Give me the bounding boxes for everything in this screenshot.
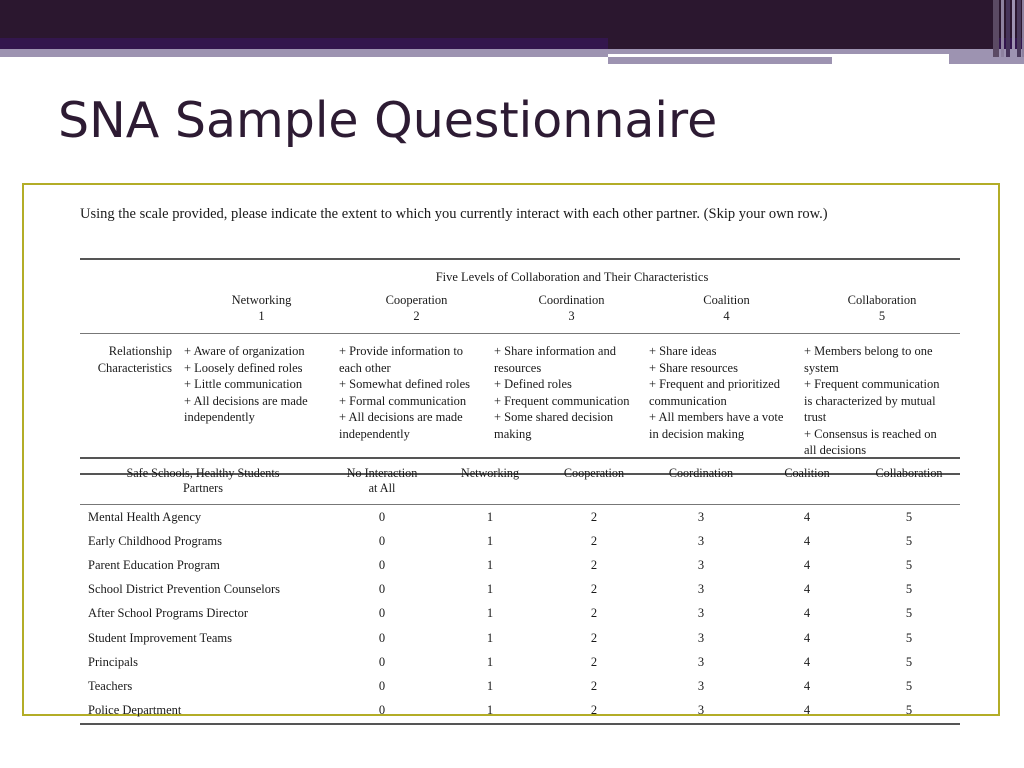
rating-option-0[interactable]: 0 bbox=[326, 505, 438, 530]
header-accent-bar-grey-3 bbox=[949, 57, 1024, 64]
rating-option-2[interactable]: 2 bbox=[542, 505, 646, 530]
rating-option-5[interactable]: 5 bbox=[905, 557, 913, 572]
rating-option-4[interactable]: 4 bbox=[803, 533, 811, 548]
partners-header-line-2: Partners bbox=[183, 481, 223, 495]
partner-name: Mental Health Agency bbox=[80, 505, 326, 530]
no-interaction-line-2: at All bbox=[368, 481, 396, 495]
rating-option-0[interactable]: 0 bbox=[378, 630, 386, 645]
content-frame bbox=[22, 183, 1000, 716]
rating-option-5[interactable]: 5 bbox=[905, 678, 913, 693]
rating-option-1[interactable]: 1 bbox=[486, 678, 494, 693]
characteristic-item: + Members belong to one system bbox=[804, 344, 933, 375]
rating-option-5[interactable]: 5 bbox=[905, 606, 913, 621]
partners-header-networking: Networking bbox=[438, 458, 542, 505]
partner-name: Principals bbox=[88, 654, 138, 669]
rating-option-0[interactable]: 0 bbox=[378, 703, 386, 718]
characteristic-item: + Share information and resources bbox=[494, 344, 616, 375]
rating-option-2[interactable]: 2 bbox=[590, 582, 598, 597]
table-row bbox=[80, 578, 960, 602]
characteristic-item: + Defined roles bbox=[494, 377, 572, 391]
characteristics-networking bbox=[184, 334, 339, 474]
levels-of-collaboration-table bbox=[80, 258, 960, 475]
characteristic-item: + Loosely defined roles bbox=[184, 360, 303, 375]
page-title: SNA Sample Questionnaire bbox=[58, 92, 718, 149]
partners-header-coalition: Coalition bbox=[756, 458, 858, 505]
rc-label-line-1: Relationship bbox=[108, 344, 172, 358]
rating-option-2[interactable]: 2 bbox=[590, 678, 598, 693]
slide-header-decoration bbox=[0, 0, 1024, 70]
instruction-text: Using the scale provided, please indicate the extent to which you currently interact with each other partner. (Skip your own row.) bbox=[80, 206, 828, 222]
rating-option-1[interactable]: 1 bbox=[486, 630, 494, 645]
partners-header-line-1: Safe Schools, Healthy Students bbox=[126, 466, 280, 480]
rating-option-4[interactable]: 4 bbox=[803, 703, 811, 718]
rating-option-4[interactable]: 4 bbox=[803, 606, 811, 621]
partner-name: After School Programs Director bbox=[88, 606, 249, 621]
rating-option-3[interactable]: 3 bbox=[697, 606, 705, 621]
table-row bbox=[80, 699, 960, 724]
partner-name: Early Childhood Programs bbox=[88, 533, 223, 548]
level-number-4: 4 bbox=[723, 309, 730, 323]
characteristic-item: + Aware of organization bbox=[184, 344, 305, 358]
partner-name: Police Department bbox=[88, 703, 182, 718]
rating-option-5[interactable]: 5 bbox=[858, 505, 960, 530]
table-row bbox=[80, 650, 960, 674]
relationship-characteristics-row bbox=[80, 334, 960, 474]
header-accent-bar-dark bbox=[608, 38, 994, 49]
table-row bbox=[80, 674, 960, 698]
levels-name-spacer bbox=[80, 293, 184, 309]
partner-name: Student Improvement Teams bbox=[88, 630, 233, 645]
rating-option-5[interactable]: 5 bbox=[905, 654, 913, 669]
rating-option-1[interactable]: 1 bbox=[486, 533, 494, 548]
characteristic-item: + Formal communication bbox=[339, 393, 467, 408]
rating-option-0[interactable]: 0 bbox=[378, 533, 386, 548]
levels-number-spacer bbox=[80, 309, 184, 334]
rating-option-3[interactable]: 3 bbox=[697, 630, 705, 645]
rating-option-3[interactable]: 3 bbox=[646, 505, 756, 530]
rating-option-2[interactable]: 2 bbox=[590, 606, 598, 621]
characteristics-cooperation bbox=[339, 334, 494, 474]
rating-option-0[interactable]: 0 bbox=[378, 582, 386, 597]
characteristics-coordination bbox=[494, 334, 649, 474]
relationship-characteristics-label bbox=[80, 334, 184, 474]
characteristic-item: + Frequent and prioritized communication bbox=[649, 377, 780, 408]
rating-option-0[interactable]: 0 bbox=[378, 557, 386, 572]
partners-header-no-interaction bbox=[326, 458, 438, 505]
level-number-3: 3 bbox=[568, 309, 575, 323]
header-accent-bar-grey-2 bbox=[608, 57, 832, 64]
characteristic-item: + Frequent communication is characterized by mutual trust bbox=[804, 377, 940, 424]
characteristic-item: + All decisions are made independently bbox=[339, 410, 463, 441]
characteristic-item: + All members have a vote in decision making bbox=[649, 410, 784, 441]
rating-option-3[interactable]: 3 bbox=[697, 654, 705, 669]
rating-option-3[interactable]: 3 bbox=[697, 557, 705, 572]
rating-option-3[interactable]: 3 bbox=[697, 678, 705, 693]
levels-number-row bbox=[80, 309, 960, 334]
partner-name: School District Prevention Counselors bbox=[88, 582, 280, 597]
partners-bottom-rule-row bbox=[80, 724, 960, 725]
rating-option-4[interactable]: 4 bbox=[803, 557, 811, 572]
characteristic-item: + Provide information to each other bbox=[339, 344, 464, 375]
level-name-coordination: Coordination bbox=[538, 293, 605, 307]
levels-spacer-cell bbox=[80, 259, 184, 293]
rating-option-1[interactable]: 1 bbox=[486, 654, 494, 669]
table-row bbox=[80, 553, 960, 577]
rating-option-4[interactable]: 4 bbox=[803, 654, 811, 669]
levels-span-title: Five Levels of Collaboration and Their Characteristics bbox=[184, 259, 960, 293]
characteristic-item: + Somewhat defined roles bbox=[339, 377, 470, 391]
header-stripe-1 bbox=[993, 0, 999, 57]
level-number-1: 1 bbox=[258, 309, 265, 323]
partners-header-cooperation: Cooperation bbox=[542, 458, 646, 505]
rating-option-2[interactable]: 2 bbox=[590, 630, 598, 645]
table-row bbox=[80, 626, 960, 650]
characteristic-item: + Consensus is reached on all decisions bbox=[804, 426, 937, 457]
rating-option-5[interactable]: 5 bbox=[905, 533, 913, 548]
rating-option-3[interactable]: 3 bbox=[697, 533, 705, 548]
levels-span-title-row bbox=[80, 259, 960, 293]
partners-header-collaboration: Collaboration bbox=[858, 458, 960, 505]
characteristic-item: + Frequent communication bbox=[494, 393, 630, 408]
characteristic-item: + Some shared decision making bbox=[494, 410, 614, 441]
partner-name: Parent Education Program bbox=[88, 557, 220, 572]
header-stripe-4 bbox=[1012, 0, 1015, 57]
characteristic-item: + Little communication bbox=[184, 377, 303, 391]
partners-header-coordination: Coordination bbox=[646, 458, 756, 505]
table-row bbox=[80, 529, 960, 553]
rating-option-4[interactable]: 4 bbox=[803, 678, 811, 693]
header-stripe-5 bbox=[1017, 0, 1021, 57]
characteristics-coalition bbox=[649, 334, 804, 474]
rating-option-1[interactable]: 1 bbox=[486, 557, 494, 572]
level-number-5: 5 bbox=[878, 309, 886, 323]
levels-name-row bbox=[80, 293, 960, 309]
characteristic-item: + Share resources bbox=[649, 360, 738, 375]
partners-bottom-rule bbox=[80, 724, 960, 725]
rating-option-0[interactable]: 0 bbox=[378, 606, 386, 621]
header-stripe-3 bbox=[1006, 0, 1010, 57]
level-name-networking: Networking bbox=[231, 293, 292, 307]
rating-option-2[interactable]: 2 bbox=[590, 703, 598, 718]
rating-option-5[interactable]: 5 bbox=[905, 630, 913, 645]
characteristic-item: + All decisions are made independently bbox=[184, 393, 308, 424]
table-row bbox=[80, 505, 960, 530]
level-number-2: 2 bbox=[413, 309, 420, 323]
level-name-coalition: Coalition bbox=[703, 293, 750, 307]
rating-option-4[interactable]: 4 bbox=[803, 582, 811, 597]
rating-option-1[interactable]: 1 bbox=[486, 582, 494, 597]
partner-name: Teachers bbox=[88, 678, 133, 693]
rating-option-1[interactable]: 1 bbox=[486, 703, 494, 718]
level-name-cooperation: Cooperation bbox=[385, 293, 448, 307]
header-band-dark bbox=[0, 0, 1024, 38]
characteristic-item: + Share ideas bbox=[649, 344, 717, 358]
rating-option-5[interactable]: 5 bbox=[905, 582, 913, 597]
rc-label-line-2: Characteristics bbox=[97, 360, 172, 375]
rating-option-0[interactable]: 0 bbox=[378, 678, 386, 693]
header-stripe-2 bbox=[1001, 0, 1004, 57]
rating-option-5[interactable]: 5 bbox=[905, 703, 913, 718]
partners-header-row bbox=[80, 458, 960, 505]
rating-option-4[interactable]: 4 bbox=[756, 505, 858, 530]
rating-option-3[interactable]: 3 bbox=[697, 582, 705, 597]
rating-option-2[interactable]: 2 bbox=[590, 557, 598, 572]
rating-option-4[interactable]: 4 bbox=[803, 630, 811, 645]
rating-option-2[interactable]: 2 bbox=[590, 533, 598, 548]
table-row bbox=[80, 602, 960, 626]
characteristics-collaboration bbox=[804, 334, 960, 474]
rating-option-3[interactable]: 3 bbox=[697, 703, 705, 718]
partner-ratings-table bbox=[80, 457, 960, 725]
rating-option-0[interactable]: 0 bbox=[378, 654, 386, 669]
rating-option-1[interactable]: 1 bbox=[486, 606, 494, 621]
partners-header-partners bbox=[80, 458, 326, 505]
rating-option-2[interactable]: 2 bbox=[590, 654, 598, 669]
level-name-collaboration: Collaboration bbox=[847, 293, 917, 307]
no-interaction-line-1: No Interaction bbox=[346, 466, 418, 480]
rating-option-1[interactable]: 1 bbox=[438, 505, 542, 530]
